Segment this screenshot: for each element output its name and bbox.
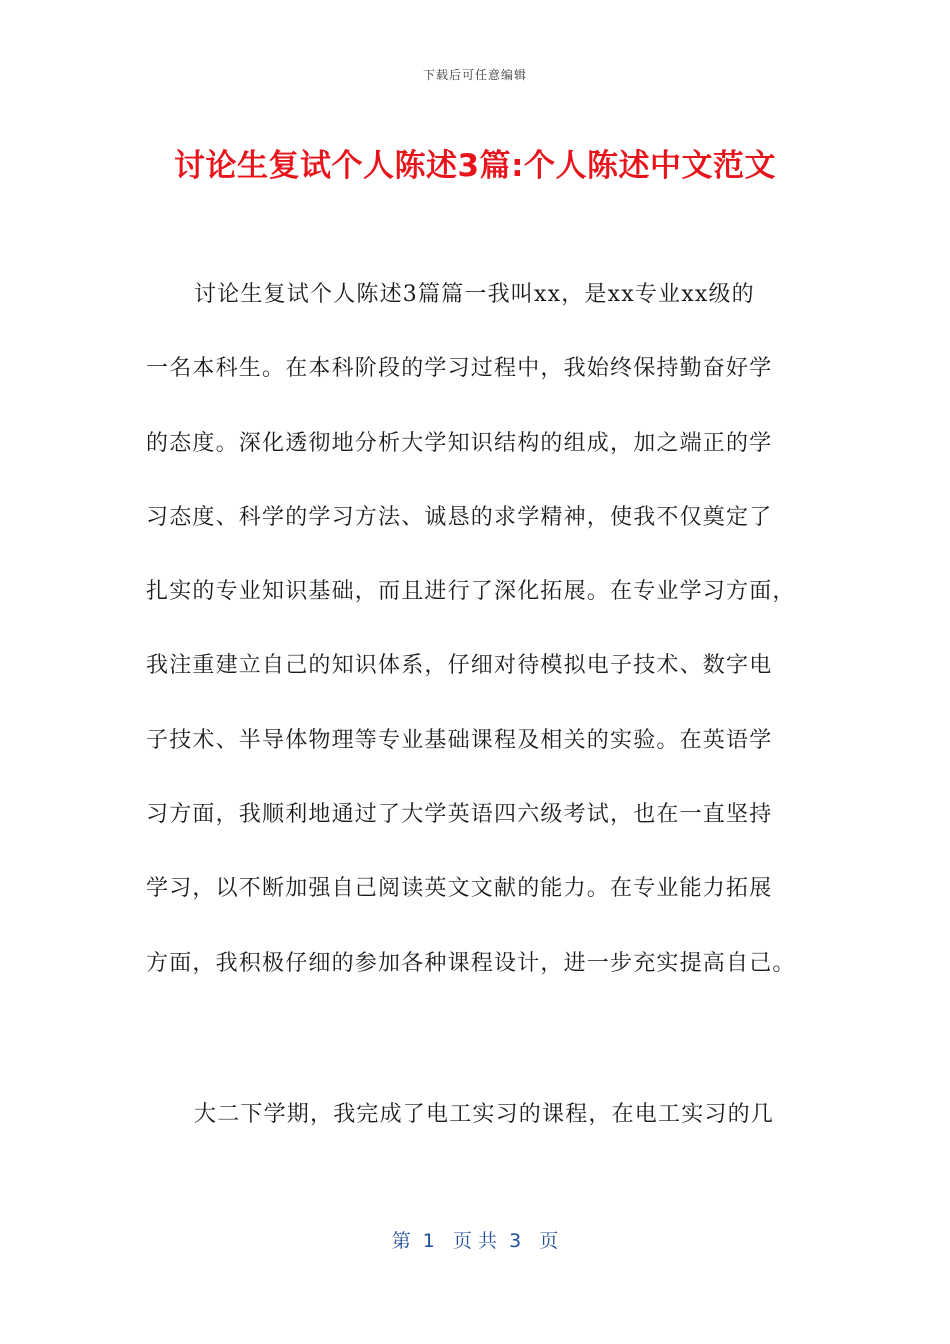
header-note: 下载后可任意编辑: [422, 68, 527, 82]
paragraph-line: 习态度、科学的学习方法、诚恳的求学精神，使我不仅奠定了: [146, 504, 773, 530]
paragraph-line: 方面，我积极仔细的参加各种课程设计，进一步充实提高自己。: [146, 950, 796, 976]
page-number: 第 1 页 共 3 页: [391, 1230, 559, 1252]
paragraph-2: [146, 1078, 806, 1152]
paragraph-line: 扎实的专业知识基础，而且进行了深化拓展。在专业学习方面，: [146, 579, 796, 605]
document-title: 讨论生复试个人陈述3篇:个人陈述中文范文: [174, 148, 776, 184]
paragraph-line: 我注重建立自己的知识体系，仔细对待模拟电子技术、数字电: [146, 653, 773, 679]
paragraph-line: 一名本科生。在本科阶段的学习过程中，我始终保持勤奋好学: [146, 356, 773, 382]
paragraph-1: [146, 258, 806, 1001]
paragraph-line: 讨论生复试个人陈述3篇篇一我叫xx，是xx专业xx级的: [194, 282, 755, 307]
paragraph-line: 习方面，我顺利地通过了大学英语四六级考试，也在一直坚持: [146, 802, 773, 828]
paragraph-line: 子技术、半导体物理等专业基础课程及相关的实验。在英语学: [146, 727, 773, 753]
paragraph-line: 学习，以不断加强自己阅读英文文献的能力。在专业能力拓展: [146, 876, 773, 902]
paragraph-line: 大二下学期，我完成了电工实习的课程，在电工实习的几: [194, 1102, 775, 1127]
paragraph-line: 的态度。深化透彻地分析大学知识结构的组成，加之端正的学: [146, 430, 773, 456]
